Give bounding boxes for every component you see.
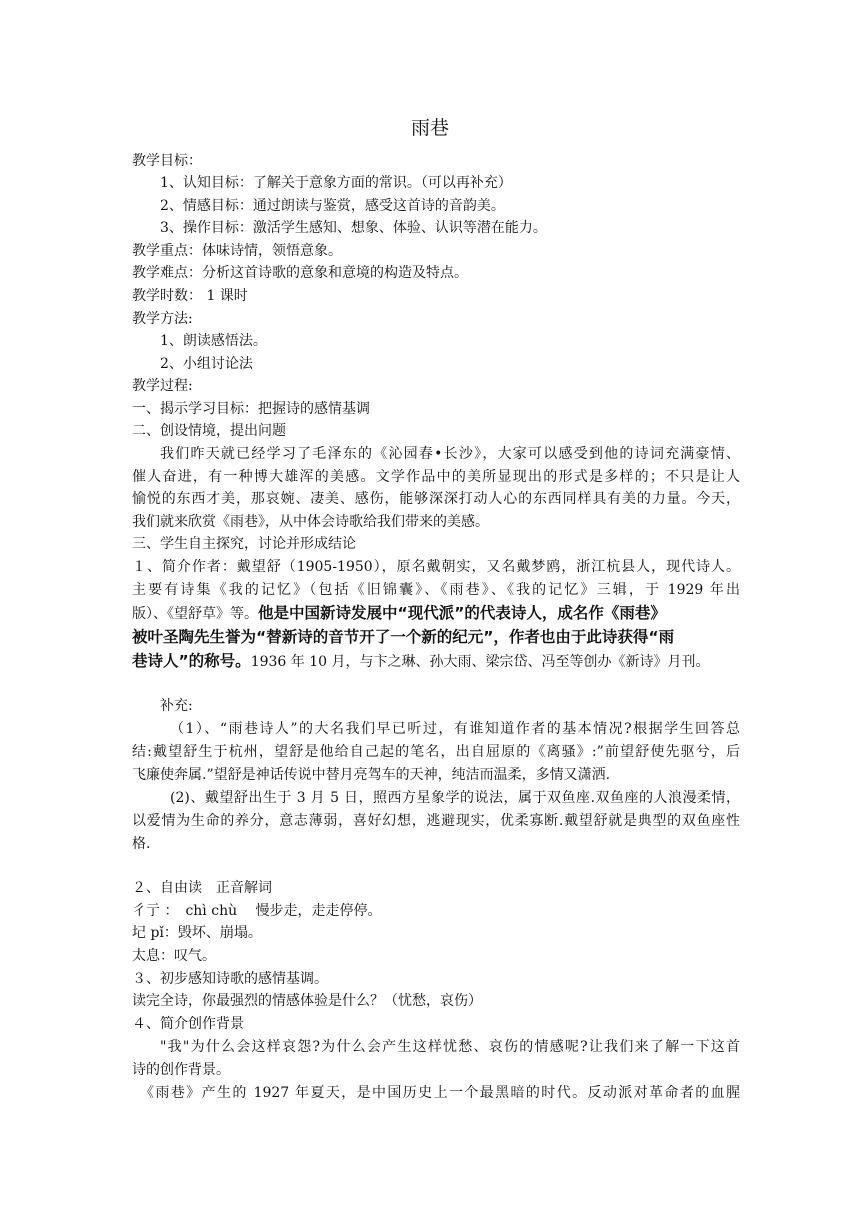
vocab-item: 太息：叹气。 — [132, 948, 216, 964]
supplement-1-line: （1）、“雨巷诗人”的大名我们早已听过，有谁知道作者的基本情况?根据学生回答总 — [170, 721, 740, 737]
author-highlight-line: 被叶圣陶先生誉为“替新诗的音节开了一个新的纪元”，作者也由于此诗获得“雨 — [132, 628, 675, 646]
author-highlight-text: 巷诗人”的称号。 — [132, 652, 251, 670]
background-paragraph-line: "我"为什么会这样哀怨?为什么会产生这样忧愁、哀伤的情感呢?让我们来了解一下这首 — [160, 1039, 740, 1055]
step-emotion: ３、初步感知诗歌的感情基调。 — [132, 971, 328, 987]
step-background: ４、简介创作背景 — [132, 1016, 244, 1032]
supplement-1-line: 飞廉使奔属.”望舒是神话传说中替月亮驾车的天神，纯洁而温柔，多情又潇洒. — [132, 767, 611, 783]
document-title: 雨巷 — [410, 117, 449, 139]
section-heading-methods: 教学方法: — [132, 311, 193, 327]
section-heading-process: 教学过程: — [132, 378, 193, 394]
author-paragraph-line: １、简介作者：戴望舒（1905-1950），原名戴朝实，又名戴梦鸥，浙江杭县人，现代诗人。 — [132, 559, 740, 575]
supplement-heading: 补充: — [160, 698, 193, 714]
objective-2: 2、情感目标：通过朗读与鉴赏，感受这首诗的音韵美。 — [160, 198, 505, 214]
emotion-question: 读完全诗，你最强烈的情感体验是什么？（忧愁，哀伤） — [132, 993, 482, 1009]
key-points: 教学重点：体味诗情，领悟意象。 — [132, 243, 342, 259]
background-paragraph-line: 诗的创作背景。 — [132, 1062, 230, 1078]
supplement-2-line: 以爱情为生命的养分，意志薄弱，喜好幻想，逃避现实，优柔寡断.戴望舒就是典型的双鱼座性 — [132, 813, 740, 829]
difficult-points: 教学难点：分析这首诗歌的意象和意境的构造及特点。 — [132, 265, 468, 281]
method-1: 1、朗读感悟法。 — [160, 333, 267, 349]
objective-1: 1、认知目标：了解关于意象方面的常识。（可以再补充） — [160, 175, 512, 191]
supplement-1-line: 结:戴望舒生于杭州，望舒是他给自己起的笔名，出自屈原的《离骚》:”前望舒使先驱兮，后 — [132, 744, 740, 760]
section-heading-objectives: 教学目标： — [132, 153, 202, 169]
intro-paragraph-line: 催人奋进，有一种博大雄浑的美感。文学作品中的美所显现出的形式是多样的；不只是让人 — [132, 469, 740, 485]
author-highlight-text: 他是中国新诗发展中“现代派”的代表诗人，成名作《雨巷》 — [258, 604, 666, 622]
background-paragraph-line: 《雨巷》产生的 1927 年夏天，是中国历史上一个最黑暗的时代。反动派对革命者的血腥 — [140, 1085, 740, 1101]
intro-paragraph-line: 愉悦的东西才美，那哀婉、凄美、感伤，能够深深打动人心的东西同样具有美的力量。今天， — [132, 491, 740, 507]
intro-paragraph-line: 我们就来欣赏《雨巷》，从中体会诗歌给我们带来的美感。 — [132, 514, 489, 530]
author-paragraph-line — [132, 650, 740, 673]
author-journal-text: 1936 年 10 月，与卞之琳、孙大雨、梁宗岱、冯至等创办《新诗》月刊。 — [250, 654, 710, 670]
supplement-2-line: (2)、戴望舒出生于 3 月 5 日，照西方星象学的说法，属于双鱼座.双鱼座的人浪漫柔情， — [170, 790, 740, 806]
author-paragraph-line: 主要有诗集《我的记忆》（包括《旧锦囊》、《雨巷》、《我的记忆》三辑，于 1929 年出 — [132, 582, 740, 598]
supplement-2-line: 格. — [132, 836, 151, 852]
author-works-text: 版）、《望舒草》等。 — [132, 606, 258, 622]
process-step-3: 三、学生自主探究，讨论并形成结论 — [132, 536, 356, 552]
class-hours: 教学时数： 1 课时 — [132, 288, 248, 304]
intro-paragraph-line: 我们昨天就已经学习了毛泽东的《沁园春•长沙》，大家可以感受到他的诗词充满豪情、 — [160, 446, 740, 462]
vocab-item: 彳亍 ： chì chù 慢步走，走走停停。 — [132, 903, 382, 919]
process-step-1: 一、揭示学习目标：把握诗的感情基调 — [132, 401, 370, 417]
vocab-item: 圮 pǐ：毁坏、崩塌。 — [132, 925, 262, 941]
objective-3: 3、操作目标：激活学生感知、想象、体验、认识等潜在能力。 — [160, 220, 547, 236]
author-paragraph-line — [132, 602, 740, 625]
process-step-2: 二、创设情境，提出问题 — [132, 423, 286, 439]
method-2: 2、小组讨论法 — [160, 356, 253, 372]
step-free-reading: ２、自由读 正音解词 — [132, 880, 272, 896]
